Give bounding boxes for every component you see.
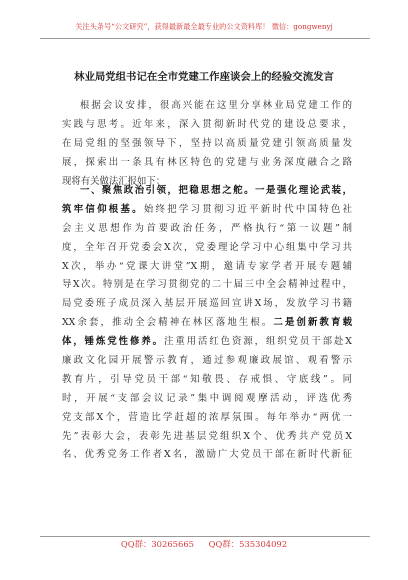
paragraph-line: 教育片，引导党员干部“知敬畏、存戒惧、守底线”。同 bbox=[62, 373, 352, 385]
paragraph-line: X次，举办“党课大讲堂”X期，邀请专家学者开展专题辅 bbox=[62, 260, 352, 272]
intro-line: 在局党组的坚强领导下，坚持以高质量党建引领高质量发 bbox=[62, 137, 352, 149]
intro-paragraph bbox=[62, 97, 352, 191]
paragraph-line bbox=[62, 314, 352, 333]
paragraph-line: 党支部X个，营造比学赶超的浓厚氛围。每年举办“两优一 bbox=[62, 411, 352, 423]
subheading-text: 二是创新教育载 bbox=[273, 317, 352, 329]
paragraph-line: 度，全年召开党委会X次，党委理论学习中心组集中学习共 bbox=[62, 241, 352, 253]
footer-contact bbox=[0, 538, 408, 550]
subheading-text: 体，锤炼党性修养。 bbox=[62, 336, 164, 348]
intro-line: 展，探索出一条具有林区特色的党建与业务深度融合之路 bbox=[62, 156, 352, 168]
subheading-text: 筑牢信仰根基。 bbox=[62, 203, 144, 215]
paragraph-line: 会主义思想作为首要政治任务，严格执行“第一议题”制 bbox=[62, 222, 352, 234]
paragraph-line: 导X次。特别是在学习贯彻党的二十届三中全会精神过程中， bbox=[62, 279, 352, 291]
intro-line: 根据会议安排，很高兴能在这里分享林业局党建工作的 bbox=[80, 100, 352, 111]
paragraph-line: 名、优秀党务工作者X名，激励广大党员干部在新时代新征 bbox=[62, 449, 352, 461]
document-title: 林业局党组书记在全市党建工作座谈会上的经验交流发言 bbox=[74, 71, 334, 83]
paragraph-line: 局党委班子成员深入基层开展巡回宣讲X场，发放学习书籍 bbox=[62, 298, 352, 310]
paragraph-line bbox=[62, 201, 352, 220]
qq-group-2: QQ群：535304092 bbox=[208, 539, 288, 549]
paragraph-text: 注重用活红色资源，组织党员干部赴X bbox=[164, 336, 352, 348]
intro-line: 实践与思考。近年来，深入贯彻新时代党的建设总要求， bbox=[62, 118, 352, 130]
paragraph-line bbox=[62, 333, 352, 352]
header-divider bbox=[40, 38, 370, 39]
paragraph-line: 廉政文化园开展警示教育，通过参观廉政展馆、观看警示 bbox=[62, 355, 352, 367]
intro-line: 现将有关做法汇报如下： bbox=[62, 175, 166, 187]
paragraph-line: 先”表彰大会，表彰先进基层党组织X个、优秀共产党员X bbox=[62, 430, 352, 442]
header-notice: 关注头条号“公文研究”，获得最新最全最专业的公文资料库！ 微信：gongwenyj bbox=[75, 22, 333, 31]
qq-group-1: QQ群：30265665 bbox=[120, 539, 194, 549]
section-heading-line: 一、聚焦政治引领，把稳思想之舵。一是强化理论武装， bbox=[80, 185, 352, 196]
paragraph-text: XX余套，推动全会精神在林区落地生根。 bbox=[62, 317, 274, 329]
paragraph-line: 时，开展“支部会议记录”集中调阅观摩活动，评选优秀 bbox=[62, 392, 352, 404]
section-one-paragraph bbox=[62, 182, 352, 465]
paragraph-text: 始终把学习贯彻习近平新时代中国特色社 bbox=[143, 203, 352, 215]
footer-divider bbox=[40, 536, 370, 537]
